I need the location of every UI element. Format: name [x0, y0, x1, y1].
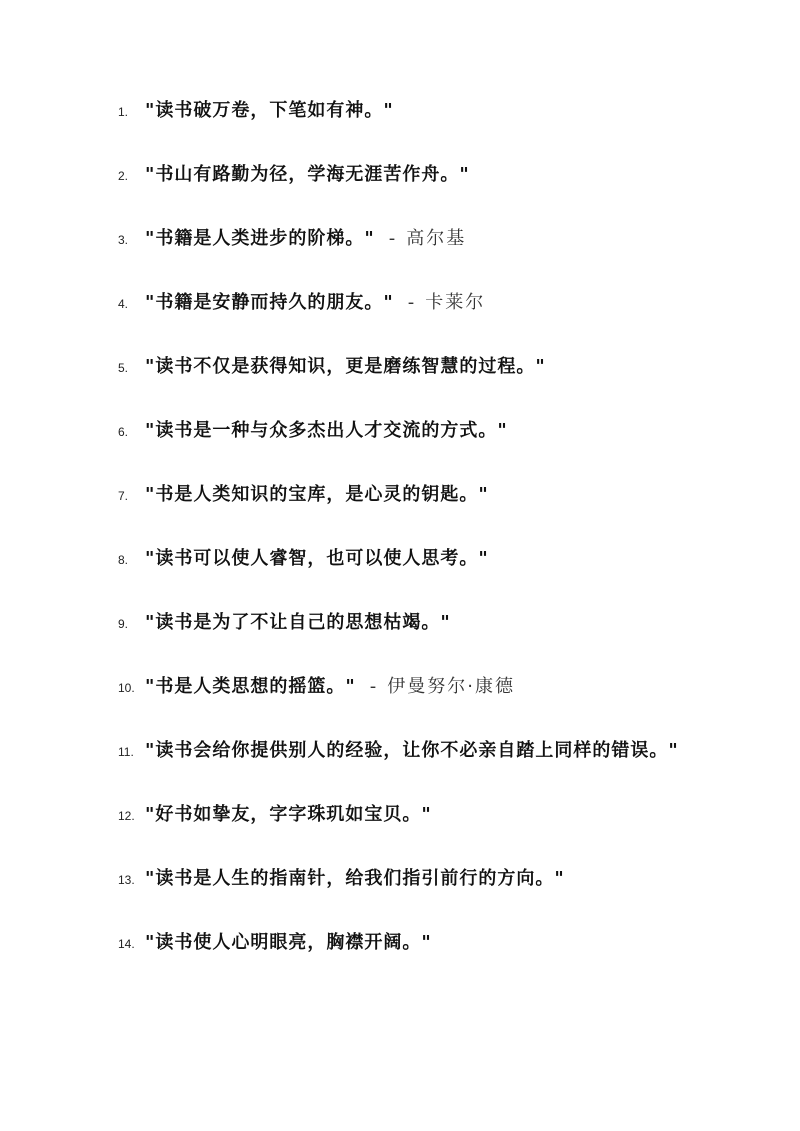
quote-text	[145, 732, 718, 769]
quote-number: 13.	[118, 873, 135, 887]
quote-number: 9.	[118, 617, 129, 631]
quote-list	[118, 92, 718, 988]
quote-item-13	[118, 860, 718, 899]
quote-number: 7.	[118, 489, 129, 503]
quote-body: "书籍是安静而持久的朋友。"	[145, 292, 394, 313]
quote-number: 3.	[118, 233, 129, 247]
quote-number: 11.	[118, 745, 134, 759]
quote-item-7	[118, 476, 718, 515]
quote-item-4	[118, 284, 718, 323]
quote-text	[145, 156, 718, 193]
quote-number: 1.	[118, 105, 129, 119]
quote-text	[145, 796, 718, 833]
quote-text	[145, 412, 718, 449]
quote-text	[145, 348, 718, 385]
quote-text	[145, 284, 718, 321]
quote-body: "读书不仅是获得知识，更是磨练智慧的过程。"	[145, 356, 546, 377]
quote-author: 高尔基	[406, 228, 467, 249]
quote-body: "读书会给你提供别人的经验，让你不必亲自踏上同样的错误。"	[145, 740, 679, 761]
quote-text	[145, 860, 718, 897]
quote-body: "书籍是人类进步的阶梯。"	[145, 228, 375, 249]
quote-number: 5.	[118, 361, 129, 375]
quote-item-8	[118, 540, 718, 579]
quote-text	[145, 604, 718, 641]
quote-item-5	[118, 348, 718, 387]
quote-body: "读书是人生的指南针，给我们指引前行的方向。"	[145, 868, 565, 889]
quote-text	[145, 92, 718, 129]
quote-body: "读书是一种与众多杰出人才交流的方式。"	[145, 420, 508, 441]
quote-body: "书是人类知识的宝库，是心灵的钥匙。"	[145, 484, 489, 505]
quote-body: "读书破万卷，下笔如有神。"	[145, 100, 394, 121]
quote-author: 卡莱尔	[425, 292, 486, 313]
quote-item-6	[118, 412, 718, 451]
quote-text	[145, 220, 718, 257]
author-separator: -	[388, 228, 397, 249]
quote-number: 2.	[118, 169, 129, 183]
quote-text	[145, 924, 718, 961]
quote-body: "读书可以使人睿智，也可以使人思考。"	[145, 548, 489, 569]
author-separator: -	[407, 292, 416, 313]
quote-number: 8.	[118, 553, 129, 567]
author-separator: -	[369, 676, 378, 697]
quote-item-10	[118, 668, 718, 707]
quote-item-12	[118, 796, 718, 835]
quote-number: 4.	[118, 297, 129, 311]
quote-body: "书山有路勤为径，学海无涯苦作舟。"	[145, 164, 470, 185]
quote-item-3	[118, 220, 718, 259]
quote-body: "读书使人心明眼亮，胸襟开阔。"	[145, 932, 432, 953]
quote-author: 伊曼努尔·康德	[387, 676, 515, 697]
quote-body: "读书是为了不让自己的思想枯竭。"	[145, 612, 451, 633]
quote-item-14	[118, 924, 718, 963]
quote-body: "书是人类思想的摇篮。"	[145, 676, 356, 697]
quote-text	[145, 540, 718, 577]
quote-item-1	[118, 92, 718, 131]
quote-number: 6.	[118, 425, 129, 439]
quote-item-2	[118, 156, 718, 195]
quote-number: 10.	[118, 681, 135, 695]
quote-text	[145, 476, 718, 513]
quote-text	[145, 668, 718, 705]
quote-item-9	[118, 604, 718, 643]
quote-number: 12.	[118, 809, 135, 823]
quote-number: 14.	[118, 937, 135, 951]
quote-body: "好书如挚友，字字珠玑如宝贝。"	[145, 804, 432, 825]
quote-item-11	[118, 732, 718, 771]
